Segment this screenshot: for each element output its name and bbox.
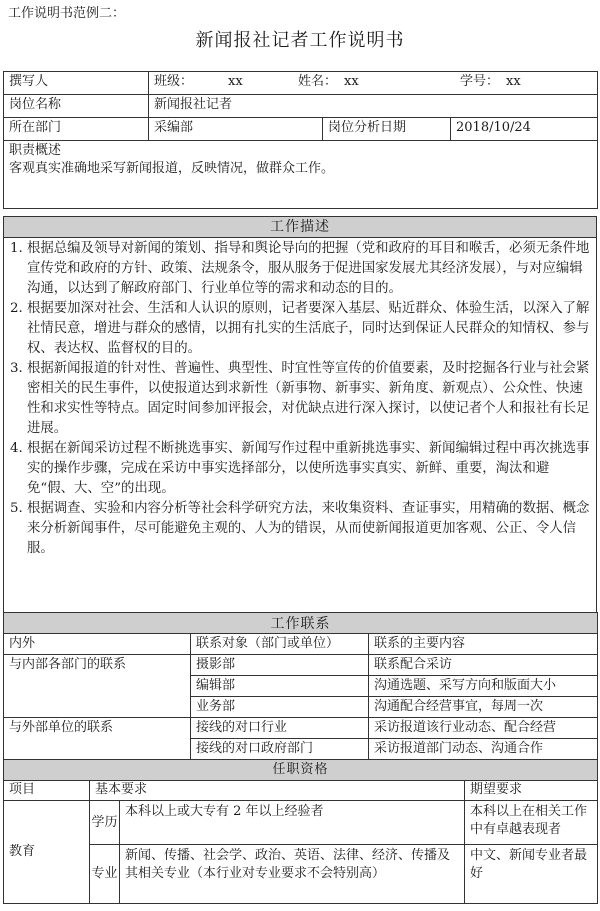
column-header: 联系的主要内容 [369, 634, 598, 655]
list-item: 4. 根据在新闻采访过程不断挑选事实、新闻写作过程中重新挑选事实、新闻编辑过程中再次挑选事实的操作步骤，完成在采访中事实选择部分，以使所选事实真实、新鲜、重要，淘汰和避免“假、大、空”的出现。 [10, 441, 590, 496]
table-row [4, 845, 598, 904]
list-item: 3. 根据新闻报道的针对性、普遍性、典型性、时宜性等宣传的价值要素，及时挖掘各行业与社会紧密相关的民生事件，以使报道达到求新性（新事物、新事实、新角度、新观点）、公众性、快速性和求实性等特点。固定时间参加评报会，对优缺点进行深入探讨，以使记者个人和报社有长足进展。 [10, 361, 590, 436]
summary-label: 职责概述 [9, 143, 62, 158]
major-basic: 新闻、传播、社会学、政治、英语、法律、经济、传播及其相关专业（本行业对专业要求不会特别高） [120, 845, 465, 904]
major-label: 专业 [90, 845, 120, 904]
education-label: 教育 [4, 801, 90, 904]
summary-cell [4, 141, 598, 209]
qualifications-table [3, 759, 598, 904]
work-description-items [4, 238, 597, 627]
work-contacts-heading: 工作联系 [4, 613, 598, 634]
contact-target: 业务部 [191, 697, 369, 718]
analysis-date-value: 2018/10/24 [451, 118, 598, 141]
contact-content: 采访报道部门动态、沟通合作 [369, 739, 598, 760]
work-contacts-table [3, 612, 598, 760]
degree-label: 学历 [90, 801, 120, 845]
contact-target: 摄影部 [191, 655, 369, 676]
column-header: 联系对象（部门或单位） [191, 634, 369, 655]
contact-target: 接线的对口行业 [191, 718, 369, 739]
degree-desired: 本科以上在相关工作中有卓越表现者 [465, 801, 598, 845]
contact-content: 沟通选题、采写方向和版面大小 [369, 676, 598, 697]
department-value: 采编部 [149, 118, 323, 141]
department-row [4, 118, 598, 141]
list-item: 1. 根据总编及领导对新闻的策划、指导和舆论导向的把握（党和政府的耳目和喉舌，必须无条件地宣传党和政府的方针、政策、法规条令，服从服务于促进国家发展尤其经济发展），与对应编辑沟通，以达到了解政府部门、行业单位等的需求和动态的目的。 [10, 241, 590, 296]
list-item: 5. 根据调查、实验和内容分析等社会科学研究方法，来收集资料、查证事实，用精确的数据、概念来分析新闻事件，尽可能避免主观的、人为的错误，从而使新闻报道更加客观、公正、令人信服。 [10, 501, 590, 556]
author-label: 撰写人 [4, 72, 149, 95]
major-desired: 中文、新闻专业者最好 [465, 845, 598, 904]
table-row [4, 781, 598, 801]
contact-target: 接线的对口政府部门 [191, 739, 369, 760]
work-description-table [3, 216, 597, 627]
table-row [4, 634, 598, 655]
contact-content: 采访报道该行业动态、配合经营 [369, 718, 598, 739]
department-label: 所在部门 [4, 118, 149, 141]
position-value: 新闻报社记者 [149, 95, 598, 118]
list-item: 2. 根据要加深对社会、生活和人认识的原则，记者要深入基层、贴近群众、体验生活，以深入了解社情民意，增进与群众的感情，以拥有扎实的生活底子，同时达到保证人民群众的知情权、参与权、表达权、监督权的目的。 [10, 301, 590, 356]
contact-target: 编辑部 [191, 676, 369, 697]
contact-content: 沟通配合经营事宜，每周一次 [369, 697, 598, 718]
author-row [4, 72, 598, 95]
example-note: 工作说明书范例二： [8, 6, 126, 21]
position-row [4, 95, 598, 118]
work-description-heading: 工作描述 [4, 217, 597, 238]
qualifications-heading: 任职资格 [4, 760, 598, 781]
name-value: xx [344, 74, 359, 89]
internal-label: 与内部各部门的联系 [4, 655, 191, 718]
table-row [4, 655, 598, 676]
position-label: 岗位名称 [4, 95, 149, 118]
document-title: 新闻报社记者工作说明书 [195, 30, 405, 51]
table-row [4, 718, 598, 739]
author-info [149, 72, 598, 95]
class-label: 班级： [154, 74, 194, 89]
student-id-value: xx [506, 74, 521, 89]
table-row [4, 801, 598, 845]
class-value: xx [228, 74, 243, 89]
column-header: 项目 [4, 781, 90, 801]
column-header: 内外 [4, 634, 191, 655]
student-id-label: 学号： [460, 74, 500, 89]
name-label: 姓名： [298, 74, 338, 89]
contact-content: 联系配合采访 [369, 655, 598, 676]
column-header: 期望要求 [465, 781, 598, 801]
summary-text: 客观真实准确地采写新闻报道，反映情况，做群众工作。 [9, 161, 335, 176]
summary-row [4, 141, 598, 209]
basic-info-table [3, 71, 598, 209]
analysis-date-label: 岗位分析日期 [323, 118, 451, 141]
column-header: 基本要求 [90, 781, 465, 801]
degree-basic: 本科以上或大专有 2 年以上经验者 [120, 801, 465, 845]
external-label: 与外部单位的联系 [4, 718, 191, 760]
